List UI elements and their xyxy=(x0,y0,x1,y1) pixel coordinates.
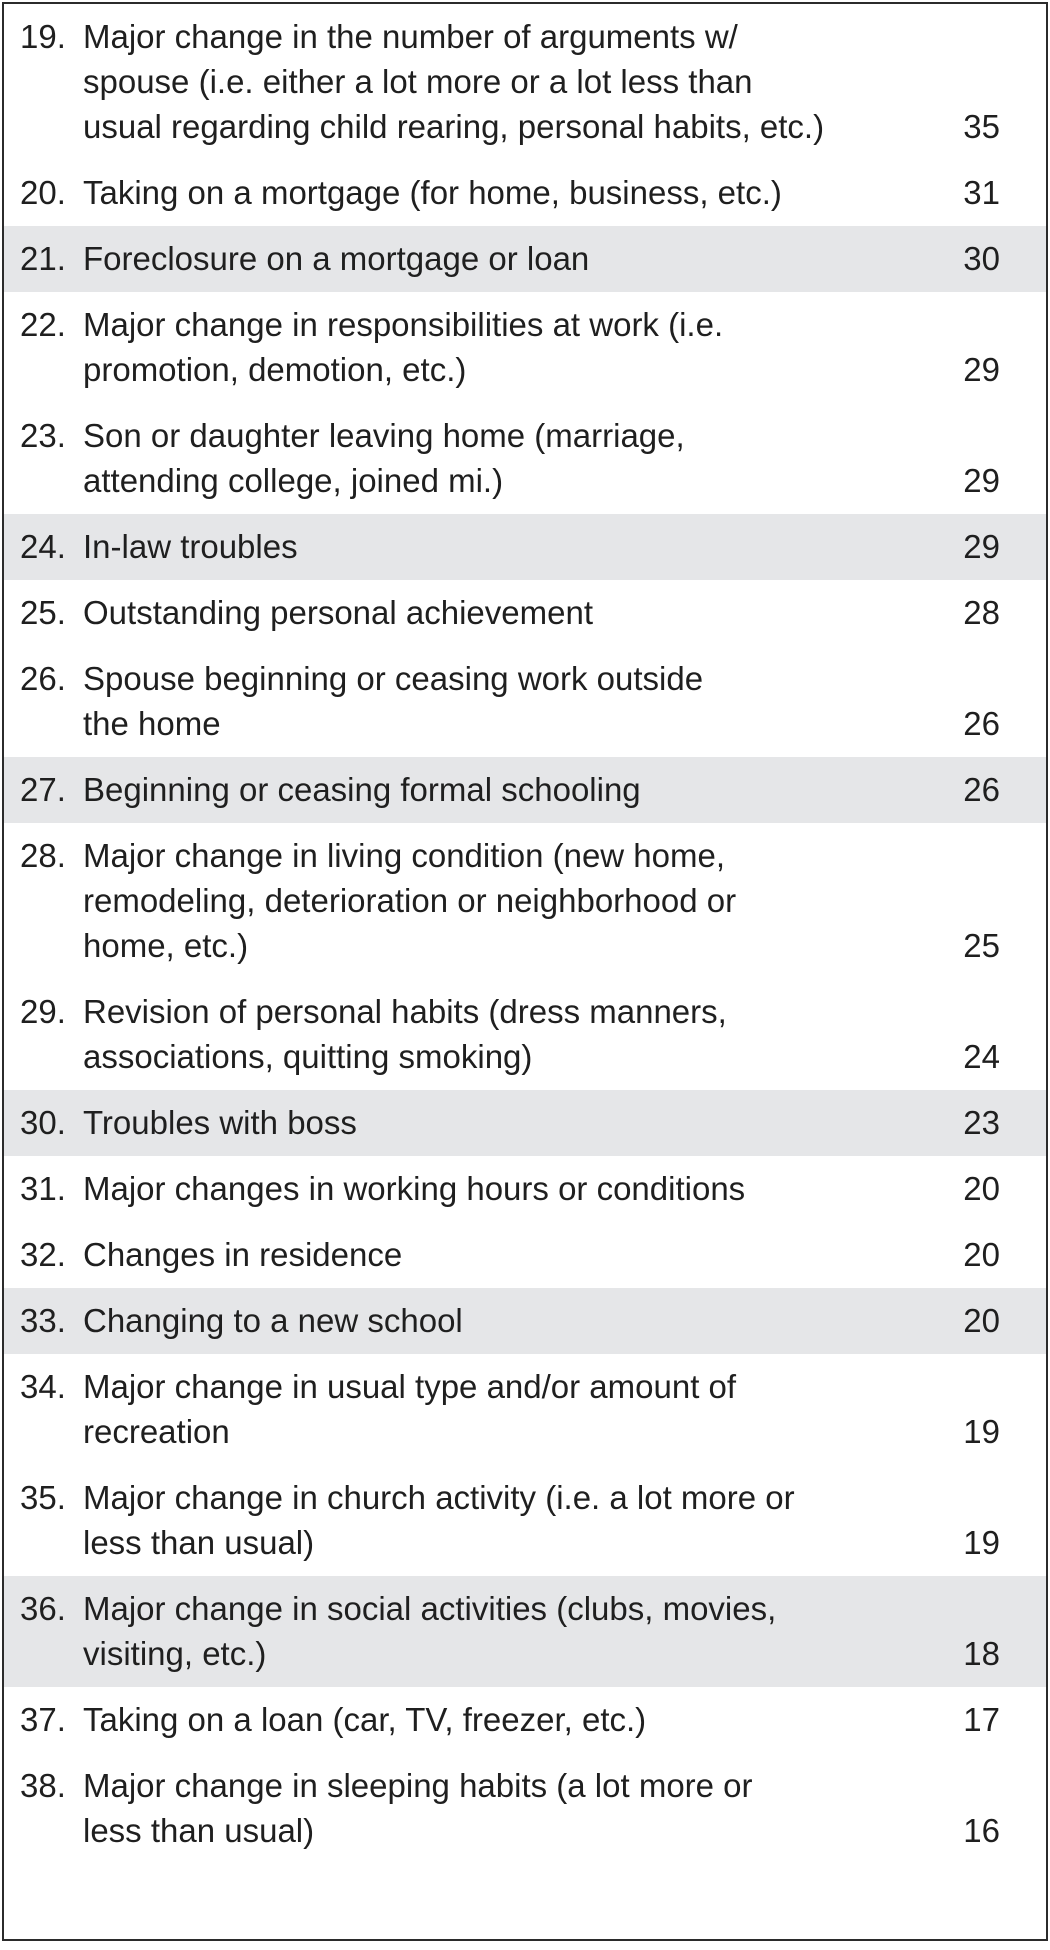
item-description: Major change in sleeping habits (a lot more or less than usual) xyxy=(83,1767,753,1849)
table-row xyxy=(4,1465,1046,1576)
item-description: Troubles with boss xyxy=(83,1104,357,1141)
item-score: 17 xyxy=(963,1701,1000,1738)
table-row xyxy=(4,580,1046,646)
table-row xyxy=(4,403,1046,514)
table-row xyxy=(4,160,1046,226)
table-row xyxy=(4,4,1046,160)
table-row xyxy=(4,1576,1046,1687)
table-row xyxy=(4,1090,1046,1156)
item-description: Taking on a mortgage (for home, business, etc.) xyxy=(83,174,782,211)
item-number: 19. xyxy=(20,18,66,55)
item-score: 20 xyxy=(963,1170,1000,1207)
item-score: 29 xyxy=(963,462,1000,499)
item-score: 19 xyxy=(963,1413,1000,1450)
item-description: Taking on a loan (car, TV, freezer, etc.) xyxy=(83,1701,647,1738)
item-score: 23 xyxy=(963,1104,1000,1141)
item-number: 30. xyxy=(20,1104,66,1141)
item-description: Beginning or ceasing formal schooling xyxy=(83,771,641,808)
item-number: 21. xyxy=(20,240,66,277)
item-number: 25. xyxy=(20,594,66,631)
item-number: 20. xyxy=(20,174,66,211)
item-description: Changing to a new school xyxy=(83,1302,463,1339)
table-row xyxy=(4,1288,1046,1354)
item-number: 26. xyxy=(20,660,66,697)
item-score: 16 xyxy=(963,1812,1000,1849)
item-score: 29 xyxy=(963,528,1000,565)
item-number: 38. xyxy=(20,1767,66,1804)
item-number: 31. xyxy=(20,1170,66,1207)
item-description: In-law troubles xyxy=(83,528,298,565)
item-description: Major change in living condition (new home, remodeling, deterioration or neighborhood or home, etc.) xyxy=(83,837,737,964)
item-number: 36. xyxy=(20,1590,66,1627)
item-description: Foreclosure on a mortgage or loan xyxy=(83,240,590,277)
item-score: 28 xyxy=(963,594,1000,631)
table-row xyxy=(4,1156,1046,1222)
item-description: Major changes in working hours or conditions xyxy=(83,1170,746,1207)
item-description: Major change in the number of arguments w/ spouse (i.e. either a lot more or a lot less than usual regarding child rearing, personal habits, etc.) xyxy=(83,18,825,145)
table-row xyxy=(4,514,1046,580)
item-number: 23. xyxy=(20,417,66,454)
table-row xyxy=(4,226,1046,292)
item-score: 26 xyxy=(963,705,1000,742)
item-number: 32. xyxy=(20,1236,66,1273)
item-score: 26 xyxy=(963,771,1000,808)
item-score: 30 xyxy=(963,240,1000,277)
item-description: Major change in social activities (clubs, movies, visiting, etc.) xyxy=(83,1590,777,1672)
item-score: 31 xyxy=(963,174,1000,211)
item-score: 18 xyxy=(963,1635,1000,1672)
item-number: 33. xyxy=(20,1302,66,1339)
item-score: 19 xyxy=(963,1524,1000,1561)
item-score: 25 xyxy=(963,927,1000,964)
table-row xyxy=(4,757,1046,823)
item-number: 24. xyxy=(20,528,66,565)
table-row xyxy=(4,1687,1046,1753)
item-description: Revision of personal habits (dress manners, associations, quitting smoking) xyxy=(83,993,727,1075)
item-number: 27. xyxy=(20,771,66,808)
item-number: 28. xyxy=(20,837,66,874)
item-score: 35 xyxy=(963,108,1000,145)
item-description: Outstanding personal achievement xyxy=(83,594,593,631)
stress-events-table xyxy=(2,2,1048,1941)
item-number: 22. xyxy=(20,306,66,343)
table-row xyxy=(4,1222,1046,1288)
item-score: 24 xyxy=(963,1038,1000,1075)
item-number: 37. xyxy=(20,1701,66,1738)
table-row xyxy=(4,1753,1046,1864)
item-description: Changes in residence xyxy=(83,1236,403,1273)
table-row xyxy=(4,1354,1046,1465)
item-score: 20 xyxy=(963,1302,1000,1339)
item-number: 35. xyxy=(20,1479,66,1516)
table-row xyxy=(4,292,1046,403)
table-row xyxy=(4,823,1046,979)
item-description: Spouse beginning or ceasing work outside the home xyxy=(83,660,704,742)
item-description: Major change in responsibilities at work (i.e. promotion, demotion, etc.) xyxy=(83,306,724,388)
item-description: Major change in church activity (i.e. a lot more or less than usual) xyxy=(83,1479,795,1561)
item-score: 29 xyxy=(963,351,1000,388)
item-description: Son or daughter leaving home (marriage, attending college, joined mi.) xyxy=(83,417,685,499)
item-score: 20 xyxy=(963,1236,1000,1273)
item-description: Major change in usual type and/or amount of recreation xyxy=(83,1368,737,1450)
item-number: 34. xyxy=(20,1368,66,1405)
item-number: 29. xyxy=(20,993,66,1030)
table-row xyxy=(4,979,1046,1090)
table-row xyxy=(4,646,1046,757)
